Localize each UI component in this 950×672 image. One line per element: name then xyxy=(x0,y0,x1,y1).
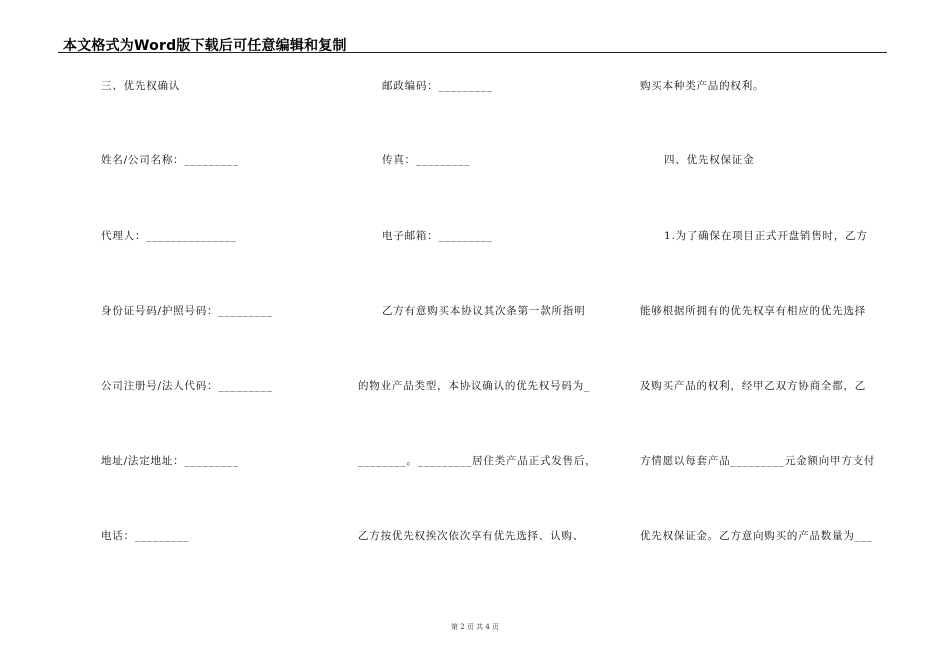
middle-line-7: 乙方按优先权挨次依次享有优先选择、认购、 xyxy=(358,530,584,542)
header-rule xyxy=(58,52,887,53)
page-footer xyxy=(0,622,950,632)
right-line-3: 1.为了确保在项目正式开盘销售时，乙方 xyxy=(664,230,868,242)
right-line-4: 能够根据所拥有的优先权享有相应的优先选择 xyxy=(640,305,866,317)
page-number: 第 2 页 共 4 页 xyxy=(450,623,500,631)
left-line-7: 电话：_________ xyxy=(101,530,190,542)
left-line-2: 姓名/公司名称：_________ xyxy=(101,154,239,166)
left-line-6: 地址/法定地址：_________ xyxy=(101,455,239,467)
middle-line-3: 电子邮箱：_________ xyxy=(382,230,493,242)
left-line-5: 公司注册号/法人代码：_________ xyxy=(101,380,273,392)
left-line-3: 代理人：_______________ xyxy=(101,230,237,242)
middle-line-5: 的物业产品类型，本协议确认的优先权号码为_ xyxy=(358,380,591,392)
right-line-1: 购买本种类产品的权利。 xyxy=(640,80,765,92)
right-line-5: 及购买产品的权利，经甲乙双方协商全都，乙 xyxy=(640,380,866,392)
right-line-2: 四、优先权保证金 xyxy=(664,154,755,166)
middle-line-4: 乙方有意购买本协议其次条第一款所指明 xyxy=(382,305,586,317)
page-header: 本文格式为Word版下载后可任意编辑和复制 xyxy=(63,38,347,54)
middle-line-1: 邮政编码：_________ xyxy=(382,80,493,92)
right-line-7: 优先权保证金。乙方意向购买的产品数量为___ xyxy=(640,530,873,542)
right-line-6: 方情愿以每套产品_________元金额向甲方支付 xyxy=(640,455,876,467)
left-line-1: 三、优先权确认 xyxy=(101,80,181,92)
left-line-4: 身份证号码/护照号码：_________ xyxy=(101,305,273,317)
middle-line-2: 传真：_________ xyxy=(382,154,471,166)
middle-line-6: ________。_________居住类产品正式发售后， xyxy=(358,455,597,467)
